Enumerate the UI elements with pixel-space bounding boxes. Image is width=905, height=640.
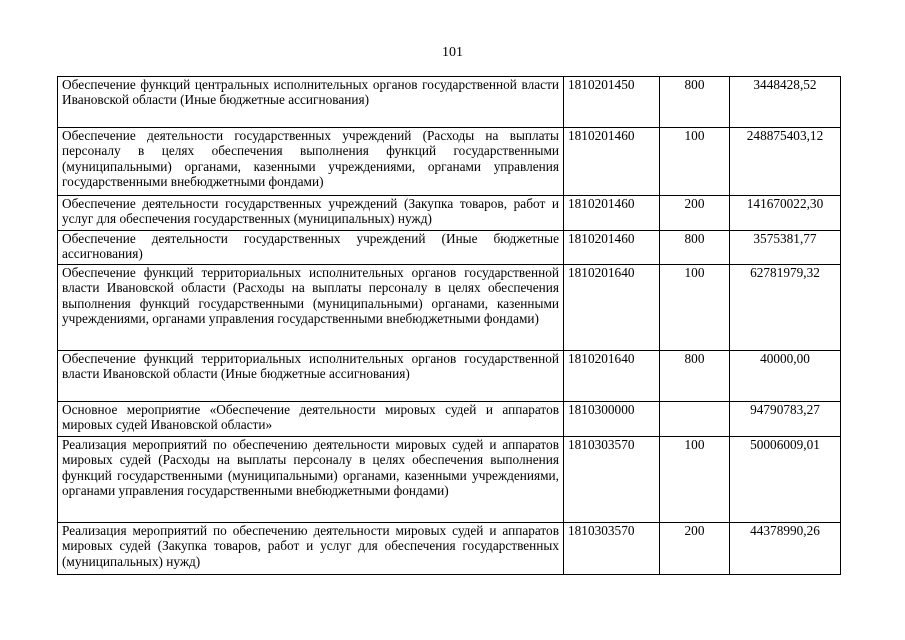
table-row (58, 77, 841, 128)
expense-name: Реализация мероприятий по обеспечению деятельности мировых судей и аппаратов мировых судей (Расходы на выплаты персоналу в целях обеспечения выполнения функций государственными (муниципальными) органами, казенными учреждениями, органами управления государственными внебюджетными фондами) (58, 437, 564, 523)
amount: 3448428,52 (730, 77, 841, 128)
expense-type: 100 (660, 265, 730, 351)
expense-type: 800 (660, 231, 730, 265)
target-code: 1810201640 (564, 265, 660, 351)
expense-name: Обеспечение функций территориальных исполнительных органов государственной власти Ивановской области (Иные бюджетные ассигнования) (58, 351, 564, 402)
page-number: 101 (442, 45, 463, 60)
expense-name: Обеспечение деятельности государственных учреждений (Иные бюджетные ассигнования) (58, 231, 564, 265)
table-row (58, 402, 841, 437)
expense-type: 800 (660, 77, 730, 128)
expense-name: Реализация мероприятий по обеспечению деятельности мировых судей и аппаратов мировых судей (Закупка товаров, работ и услуг для обеспечения государственных (муниципальных) нужд) (58, 523, 564, 575)
table-row (58, 523, 841, 575)
amount: 44378990,26 (730, 523, 841, 575)
target-code: 1810303570 (564, 437, 660, 523)
budget-table (57, 76, 841, 575)
target-code: 1810201460 (564, 196, 660, 231)
expense-type: 200 (660, 196, 730, 231)
table-row (58, 128, 841, 196)
expense-type: 800 (660, 351, 730, 402)
expense-type: 200 (660, 523, 730, 575)
amount: 141670022,30 (730, 196, 841, 231)
amount: 3575381,77 (730, 231, 841, 265)
expense-type: 100 (660, 437, 730, 523)
amount: 50006009,01 (730, 437, 841, 523)
expense-name: Основное мероприятие «Обеспечение деятельности мировых судей и аппаратов мировых судей Ивановской области» (58, 402, 564, 437)
target-code: 1810201460 (564, 231, 660, 265)
table-row (58, 231, 841, 265)
expense-type (660, 402, 730, 437)
expense-name: Обеспечение функций территориальных исполнительных органов государственной власти Ивановской области (Расходы на выплаты персоналу в целях обеспечения выполнения функций государственными (муниципальными) органами, казенными учреждениями, органами управления государственными внебюджетными фондами) (58, 265, 564, 351)
target-code: 1810201450 (564, 77, 660, 128)
target-code: 1810300000 (564, 402, 660, 437)
amount: 94790783,27 (730, 402, 841, 437)
expense-type: 100 (660, 128, 730, 196)
target-code: 1810201460 (564, 128, 660, 196)
amount: 248875403,12 (730, 128, 841, 196)
expense-name: Обеспечение деятельности государственных учреждений (Расходы на выплаты персоналу в целях обеспечения выполнения функций государственными (муниципальными) органами, казенными учреждениями, органами управления государственными внебюджетными фондами) (58, 128, 564, 196)
target-code: 1810303570 (564, 523, 660, 575)
amount: 62781979,32 (730, 265, 841, 351)
expense-name: Обеспечение деятельности государственных учреждений (Закупка товаров, работ и услуг для обеспечения государственных (муниципальных) нужд) (58, 196, 564, 231)
expense-name: Обеспечение функций центральных исполнительных органов государственной власти Ивановской области (Иные бюджетные ассигнования) (58, 77, 564, 128)
table-row (58, 351, 841, 402)
target-code: 1810201640 (564, 351, 660, 402)
table-row (58, 265, 841, 351)
amount: 40000,00 (730, 351, 841, 402)
table-row (58, 437, 841, 523)
table-row (58, 196, 841, 231)
